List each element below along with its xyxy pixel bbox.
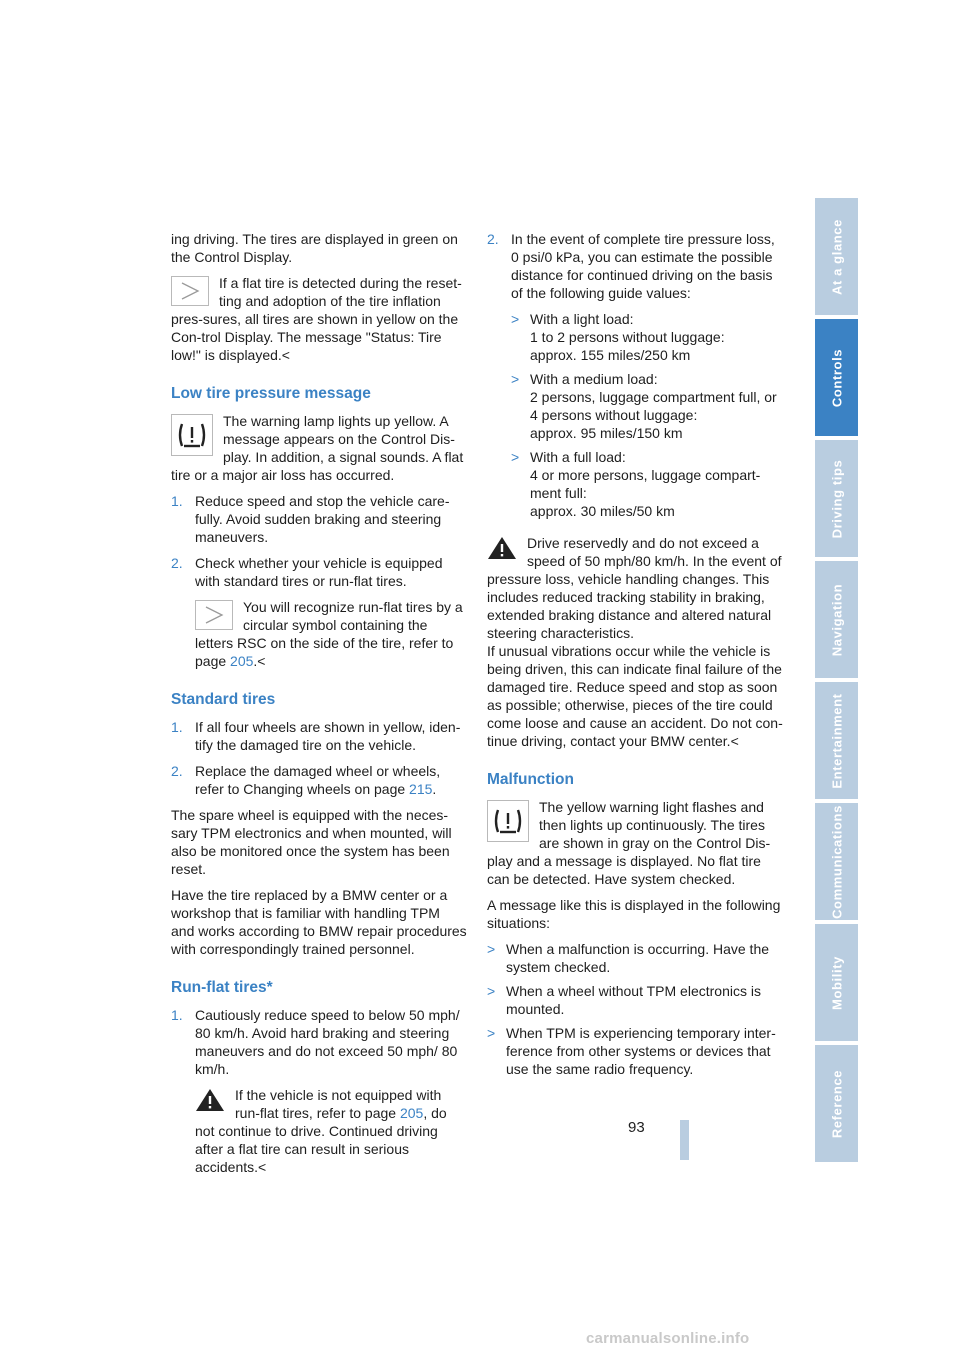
tab-label: Reference [829, 1069, 844, 1138]
tab-label: Communications [829, 804, 844, 919]
step-text-part: Replace the damaged wheel or wheels, refer to Changing wheels on page [195, 763, 441, 797]
step-text: If all four wheels are shown in yellow, iden-tify the damaged tire on the vehicle. [195, 719, 461, 753]
malfunction-item-text: When a malfunction is occurring. Have the system checked. [506, 941, 770, 975]
tab-label: Driving tips [829, 459, 844, 538]
page-marker-bar [680, 1120, 689, 1160]
heading-malfunction: Malfunction [487, 771, 574, 788]
end-mark: < [730, 733, 739, 749]
dash-marker: > [511, 311, 520, 327]
note-icon [195, 600, 233, 630]
warning-text-2: If unusual vibrations occur while the vehicle is being driven, this can indicate final failure of the damaged tire. Reduce speed and stop as soon as possible; otherwise, pieces of the tire could come loose and cause an accident. Do not con-tinue driving, contact your BMW center. [487, 643, 783, 749]
step-text [195, 762, 467, 798]
tab-entertainment[interactable] [815, 682, 858, 799]
note-icon [171, 276, 209, 306]
runflat-step-2 [487, 230, 783, 526]
warning-runflat [195, 1086, 467, 1176]
tab-label: At a glance [829, 218, 844, 295]
spare-wheel-paragraph: The spare wheel is equipped with the neces-sary TPM electronics and when mounted, will also be monitored once the system has been reset. [171, 807, 452, 877]
note-flat-reset [171, 274, 467, 364]
warning-triangle-icon [487, 536, 517, 564]
warning-runflat-text-end: , do not continue to drive. Continued driving after a flat tire can result in serious accidents. [195, 1105, 447, 1175]
malfunction-item [487, 1024, 783, 1078]
low-pressure-text: The warning lamp lights up yellow. A message appears on the Control Dis-play. In addition, a signal sounds. A flat tire or a major air loss has occurred. [171, 413, 464, 483]
tab-mobility[interactable] [815, 924, 858, 1041]
warning-drive-reservedly [487, 534, 783, 750]
load-title: With a full load: [530, 449, 626, 465]
dash-marker: > [487, 1025, 496, 1041]
page-link-215[interactable]: 215 [409, 781, 433, 797]
step-text: In the event of complete tire pressure loss, 0 psi/0 kPa, you can estimate the possible distance for continued driving on the basis of the following guide values: [511, 231, 775, 301]
warning-triangle-icon [195, 1088, 225, 1116]
heading-standard-tires: Standard tires [171, 691, 276, 708]
note-runflat-text: You will recognize run-flat tires by a circular symbol containing the letters RSC on the side of the tire, refer to page [195, 599, 463, 669]
standard-step-1 [171, 718, 467, 754]
step-text: Check whether your vehicle is equipped with standard tires or run-flat tires. [195, 555, 443, 589]
heading-low-pressure: Low tire pressure message [171, 385, 371, 402]
tab-label: Mobility [829, 955, 844, 1010]
end-mark: < [281, 347, 290, 363]
load-title: With a medium load: [530, 371, 658, 387]
load-item [511, 448, 783, 520]
right-column [487, 230, 783, 1084]
low-pressure-step-1 [171, 492, 467, 546]
step-body [511, 230, 783, 526]
malfunction-item [487, 982, 783, 1018]
load-text [530, 370, 783, 442]
dash-marker: > [511, 449, 520, 465]
malfunction-text: The yellow warning light flashes and then lights up continuously. The tires are shown in gray on the Control Dis-play and a message is displayed. No flat tire can be detected. Have system checked. [487, 799, 771, 887]
punctuation: . [432, 781, 437, 797]
load-detail: 2 persons, luggage compartment full, or 4 persons without luggage: [530, 389, 777, 423]
tab-reference[interactable] [815, 1045, 858, 1162]
tpm-malfunction-icon [487, 800, 529, 842]
malfunction-paragraph: A message like this is displayed in the following situations: [487, 897, 781, 931]
replacement-paragraph: Have the tire replaced by a BMW center or a workshop that is familiar with handling TPM and works according to BMW repair procedures with correspondingly trained personnel. [171, 887, 467, 957]
note-flat-reset-text: If a flat tire is detected during the reset-ting and adoption of the tire inflation pres-sures, all tires are shown in yellow on the Con-trol Display. The message "Status: Tire low!" is displayed. [171, 275, 462, 363]
load-title: With a light load: [530, 311, 634, 327]
page-number: 93 [628, 1119, 645, 1136]
tab-label: Entertainment [829, 692, 844, 789]
tab-label: Navigation [829, 583, 844, 656]
step-number: 2. [171, 763, 183, 779]
runflat-step-1 [171, 1006, 467, 1078]
tab-controls[interactable] [815, 319, 858, 436]
load-range: approx. 95 miles/150 km [530, 425, 683, 441]
load-item [511, 310, 783, 364]
step-text: Cautiously reduce speed to below 50 mph/ 80 km/h. Avoid hard braking and steering maneuvers and do not exceed 50 mph/ 80 km/h. [195, 1007, 460, 1077]
low-pressure-step-2 [171, 554, 467, 590]
dash-marker: > [511, 371, 520, 387]
warning-text: Drive reservedly and do not exceed a speed of 50 mph/80 km/h. In the event of pressure loss, vehicle handling changes. This includes reduced tracking stability in braking, extended braking distance and altered natural steering characteristics. [487, 535, 782, 641]
load-range: approx. 155 miles/250 km [530, 347, 691, 363]
note-runflat-recognize [195, 598, 467, 670]
step-number: 1. [171, 1007, 183, 1023]
watermark: carmanualsonline.info [586, 1330, 750, 1347]
page-link-205[interactable]: 205 [230, 653, 254, 669]
end-mark: < [257, 653, 266, 669]
step-number: 1. [171, 719, 183, 735]
tab-label: Controls [829, 348, 844, 407]
tab-driving-tips[interactable] [815, 440, 858, 557]
load-detail: 4 or more persons, luggage compart-ment full: [530, 467, 761, 501]
malfunction-item-text: When TPM is experiencing temporary inter-ference from other systems or devices that use the same radio frequency. [506, 1025, 776, 1077]
intro-text: ing driving. The tires are displayed in green on the Control Display. [171, 231, 458, 265]
heading-runflat-tires: Run-flat tires* [171, 979, 273, 996]
load-range: approx. 30 miles/50 km [530, 503, 675, 519]
page-link-205[interactable]: 205 [399, 1105, 424, 1121]
load-text [530, 310, 725, 364]
tab-communications[interactable] [815, 803, 858, 920]
step-number: 1. [171, 493, 183, 509]
load-text [530, 448, 783, 520]
punctuation: . [253, 653, 258, 669]
tab-navigation[interactable] [815, 561, 858, 678]
malfunction-item [487, 940, 783, 976]
load-item [511, 370, 783, 442]
dash-marker: > [487, 983, 496, 999]
tire-pressure-warning-icon [171, 414, 213, 456]
standard-step-2 [171, 762, 467, 798]
warning-runflat-text: If the vehicle is not equipped with run-flat tires, refer to page [235, 1087, 442, 1121]
low-pressure-intro [171, 412, 467, 484]
load-detail: 1 to 2 persons without luggage: [530, 329, 725, 345]
step-number: 2. [171, 555, 183, 571]
end-mark: < [258, 1159, 267, 1175]
dash-marker: > [487, 941, 496, 957]
tab-at-a-glance[interactable] [815, 198, 858, 315]
side-navigation [815, 198, 858, 1166]
malfunction-item-text: When a wheel without TPM electronics is mounted. [506, 983, 761, 1017]
left-column [171, 230, 467, 1184]
step-text: Reduce speed and stop the vehicle care-fully. Avoid sudden braking and steering maneuvers. [195, 493, 450, 545]
malfunction-intro [487, 798, 783, 888]
step-number: 2. [487, 231, 499, 247]
